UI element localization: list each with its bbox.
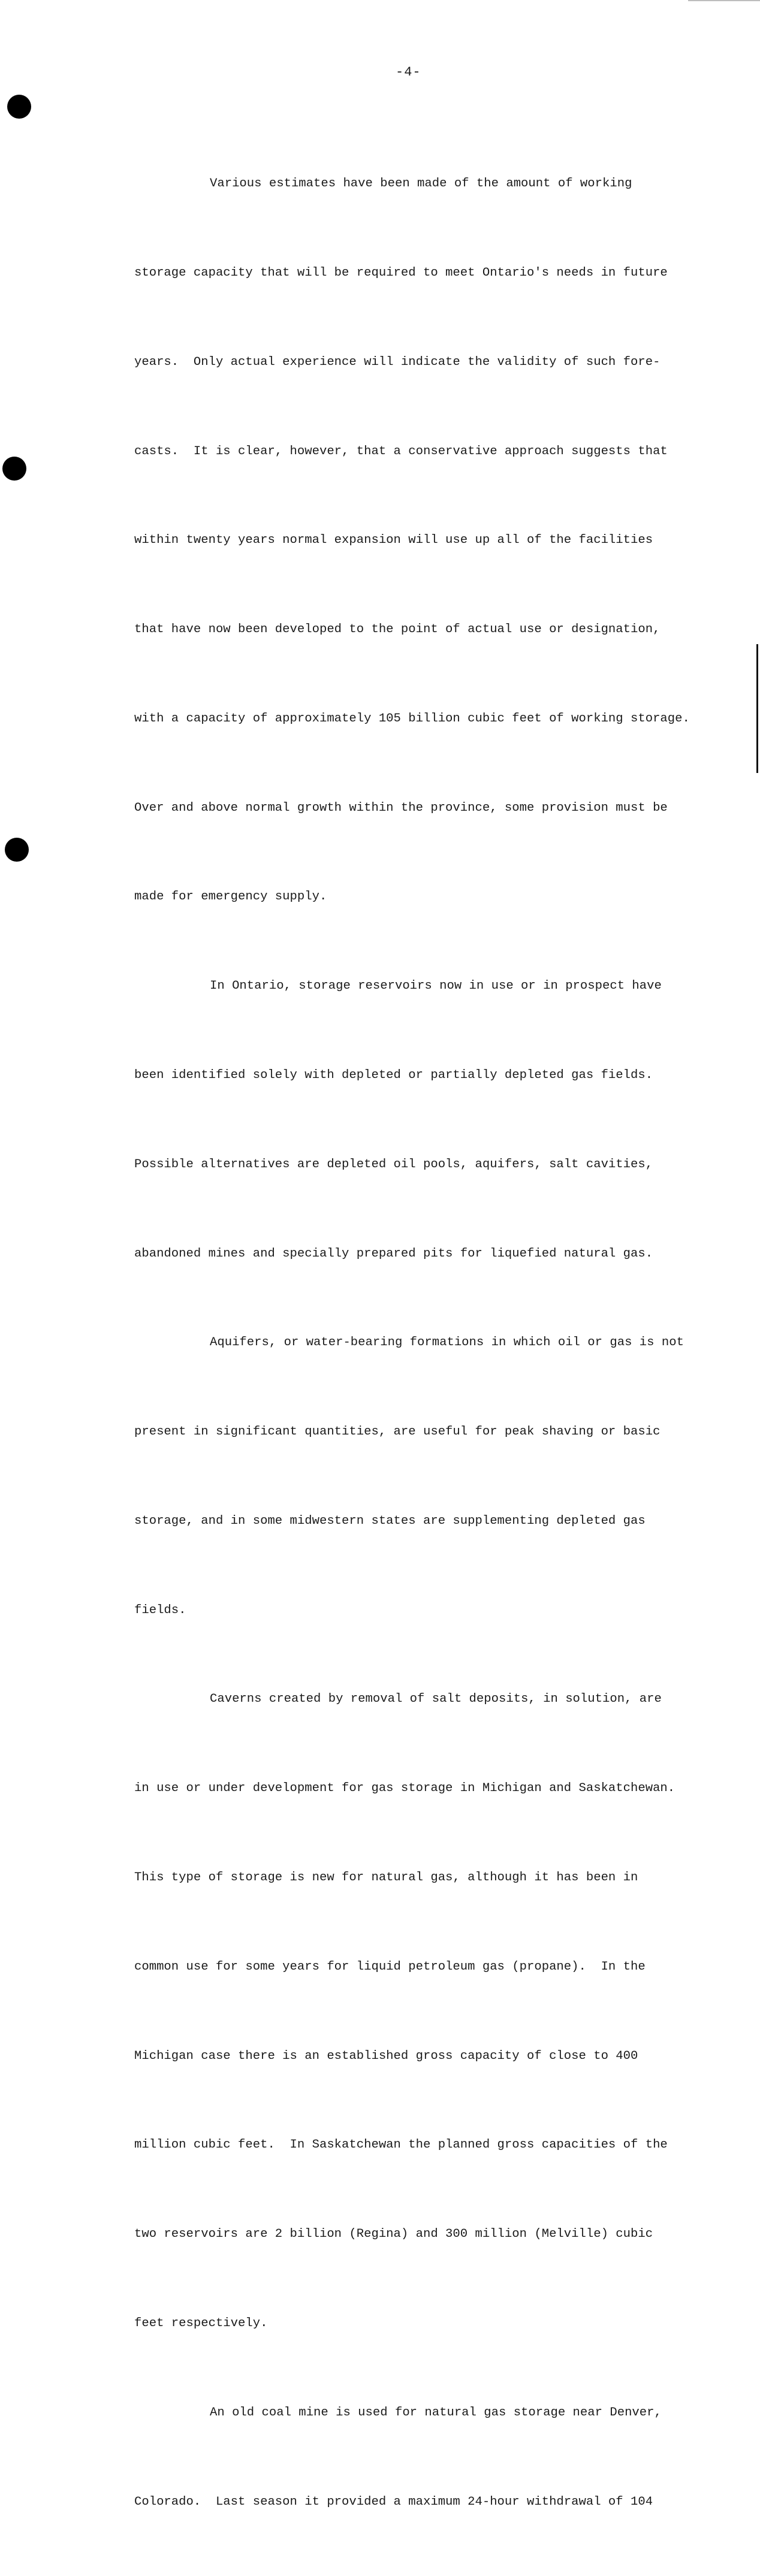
page-edge-mark	[756, 644, 758, 773]
text-line: This type of storage is new for natural gas, although it has been in	[134, 1871, 638, 1885]
text-line: that have now been developed to the point of actual use or designation,	[134, 623, 661, 637]
text-line: been identified solely with depleted or partially depleted gas fields.	[134, 1068, 653, 1082]
text-line: An old coal mine is used for natural gas storage near Denver,	[210, 2405, 662, 2420]
punch-hole-icon	[2, 457, 26, 481]
top-edge-rule	[688, 0, 760, 1]
text-line: Aquifers, or water-bearing formations in which oil or gas is not	[210, 1336, 684, 1350]
text-line: made for emergency supply.	[134, 890, 327, 904]
text-line: feet respectively.	[134, 2316, 268, 2330]
text-line: years. Only actual experience will indicate the validity of such fore-	[134, 355, 661, 369]
text-line: Various estimates have been made of the amount of working	[210, 177, 632, 191]
text-line: Over and above normal growth within the province, some provision must be	[134, 801, 668, 815]
text-line: Possible alternatives are depleted oil pools, aquifers, salt cavities,	[134, 1157, 653, 1171]
text-line: storage, and in some midwestern states are supplementing depleted gas	[134, 1514, 646, 1528]
text-line: abandoned mines and specially prepared pits for liquefied natural gas.	[134, 1246, 653, 1261]
text-line: fields.	[134, 1603, 186, 1617]
text-line: Caverns created by removal of salt deposits, in solution, are	[210, 1692, 662, 1707]
text-line: Colorado. Last season it provided a maximum 24-hour withdrawal of 104	[134, 2495, 653, 2509]
text-line: million cubic feet. In Saskatchewan the planned gross capacities of the	[134, 2138, 668, 2152]
text-line: casts. It is clear, however, that a conservative approach suggests that	[134, 444, 668, 458]
text-line: Michigan case there is an established gross capacity of close to 400	[134, 2049, 638, 2063]
text-line: in use or under development for gas storage in Michigan and Saskatchewan.	[134, 1781, 675, 1796]
text-line: two reservoirs are 2 billion (Regina) and 300 million (Melville) cubic	[134, 2227, 653, 2242]
text-line: within twenty years normal expansion will use up all of the facilities	[134, 533, 653, 548]
punch-hole-icon	[7, 95, 31, 119]
punch-hole-icon	[5, 838, 29, 862]
text-line: common use for some years for liquid petroleum gas (propane). In the	[134, 1959, 646, 1974]
text-line: present in significant quantities, are useful for peak shaving or basic	[134, 1425, 661, 1439]
text-line: with a capacity of approximately 105 billion cubic feet of working storage.	[134, 711, 690, 726]
page-number: -4-	[396, 65, 421, 80]
body-text	[134, 110, 698, 2576]
text-line: In Ontario, storage reservoirs now in use or in prospect have	[210, 979, 662, 993]
text-line: storage capacity that will be required to meet Ontario's needs in future	[134, 265, 668, 280]
